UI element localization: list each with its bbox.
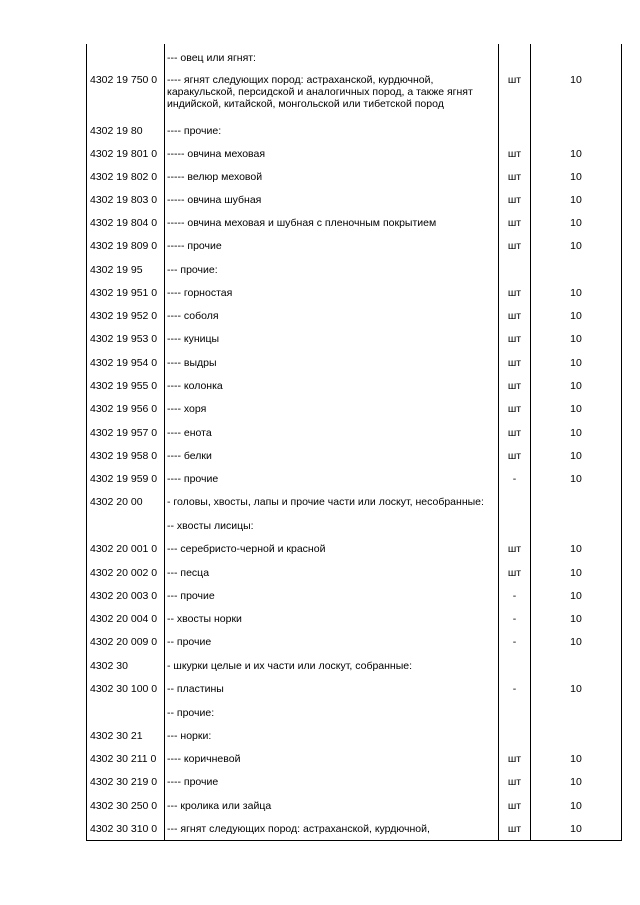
code-cell: 4302 30 219 0 (90, 776, 158, 788)
description-cell: -- хвосты норки (167, 613, 242, 625)
code-cell: 4302 19 955 0 (90, 380, 158, 392)
code-cell: 4302 30 310 0 (90, 823, 158, 835)
rate-cell: 10 (570, 636, 582, 648)
unit-cell: шт (507, 427, 522, 439)
description-cell: ---- колонка (167, 380, 223, 392)
unit-cell: - (512, 683, 517, 695)
description-cell: ---- коричневой (167, 753, 241, 765)
code-cell: 4302 19 750 0 (90, 74, 158, 86)
code-cell: 4302 19 954 0 (90, 357, 158, 369)
rate-cell: 10 (570, 683, 582, 695)
description-cell: --- песца (167, 567, 210, 579)
code-cell: 4302 20 002 0 (90, 567, 158, 579)
rate-cell: 10 (570, 333, 582, 345)
description-cell: --- прочие: (167, 264, 218, 276)
code-cell: 4302 30 211 0 (90, 753, 157, 765)
description-cell: ----- овчина шубная (167, 194, 262, 206)
unit-cell: шт (507, 800, 522, 812)
code-cell: 4302 20 00 (90, 496, 143, 508)
rate-cell: 10 (570, 217, 582, 229)
code-cell: 4302 19 809 0 (90, 240, 158, 252)
unit-cell: шт (507, 357, 522, 369)
description-cell: --- кролика или зайца (167, 800, 272, 812)
rate-cell: 10 (570, 74, 582, 86)
rate-cell: 10 (570, 590, 582, 602)
code-cell: 4302 30 (90, 660, 128, 672)
unit-cell: шт (507, 776, 522, 788)
description-cell: -- хвосты лисицы: (167, 520, 254, 532)
unit-cell: шт (507, 567, 522, 579)
description-cell: -- прочие: (167, 707, 215, 719)
table-border-right (621, 44, 622, 841)
rate-cell: 10 (570, 427, 582, 439)
unit-cell: шт (507, 310, 522, 322)
code-cell: 4302 30 250 0 (90, 800, 158, 812)
unit-cell: шт (507, 823, 522, 835)
unit-cell: - (512, 590, 517, 602)
unit-cell: - (512, 473, 517, 485)
description-cell: ----- овчина меховая (167, 148, 266, 160)
description-cell: ---- соболя (167, 310, 219, 322)
code-cell: 4302 20 003 0 (90, 590, 158, 602)
unit-cell: - (512, 636, 517, 648)
unit-cell: шт (507, 403, 522, 415)
rate-cell: 10 (570, 613, 582, 625)
code-cell: 4302 19 959 0 (90, 473, 158, 485)
rate-cell: 10 (570, 776, 582, 788)
unit-cell: шт (507, 287, 522, 299)
description-cell: ---- горностая (167, 287, 233, 299)
code-cell: 4302 19 958 0 (90, 450, 158, 462)
description-cell: ---- енота (167, 427, 212, 439)
code-cell: 4302 20 009 0 (90, 636, 158, 648)
code-cell: 4302 19 95 (90, 264, 143, 276)
code-cell: 4302 19 957 0 (90, 427, 158, 439)
description-cell: ---- прочие (167, 776, 219, 788)
rate-cell: 10 (570, 823, 582, 835)
rate-cell: 10 (570, 800, 582, 812)
code-cell: 4302 19 953 0 (90, 333, 158, 345)
description-cell: --- серебристо-черной и красной (167, 543, 326, 555)
unit-cell: шт (507, 171, 522, 183)
code-cell: 4302 19 802 0 (90, 171, 158, 183)
unit-cell: шт (507, 148, 522, 160)
description-cell: - головы, хвосты, лапы и прочие части или лоскут, несобранные: (167, 496, 484, 508)
description-cell: ---- куницы (167, 333, 220, 345)
description-cell: -- пластины (167, 683, 224, 695)
unit-cell: шт (507, 74, 522, 86)
unit-cell: шт (507, 380, 522, 392)
rate-cell: 10 (570, 450, 582, 462)
description-cell: ----- велюр меховой (167, 171, 263, 183)
unit-cell: шт (507, 240, 522, 252)
code-cell: 4302 19 801 0 (90, 148, 158, 160)
rate-cell: 10 (570, 753, 582, 765)
rate-cell: 10 (570, 380, 582, 392)
description-cell: ---- прочие: (167, 125, 222, 137)
rate-cell: 10 (570, 357, 582, 369)
code-cell: 4302 19 803 0 (90, 194, 158, 206)
table-border-left (86, 44, 87, 841)
code-cell: 4302 19 804 0 (90, 217, 158, 229)
description-cell: - шкурки целые и их части или лоскут, собранные: (167, 660, 413, 672)
table-divider-unit (530, 44, 531, 841)
description-cell: ---- выдры (167, 357, 217, 369)
unit-cell: шт (507, 753, 522, 765)
code-cell: 4302 19 80 (90, 125, 143, 137)
rate-cell: 10 (570, 240, 582, 252)
rate-cell: 10 (570, 171, 582, 183)
description-cell: ---- прочие (167, 473, 219, 485)
code-cell: 4302 30 100 0 (90, 683, 158, 695)
description-cell: ----- овчина меховая и шубная с пленочным покрытием (167, 217, 437, 229)
description-cell: --- прочие (167, 590, 215, 602)
table-divider-desc (498, 44, 499, 841)
description-cell: --- ягнят следующих пород: астраханской, курдючной, (167, 823, 430, 835)
description-cell: ---- белки (167, 450, 212, 462)
rate-cell: 10 (570, 148, 582, 160)
unit-cell: шт (507, 194, 522, 206)
description-cell: ---- хоря (167, 403, 207, 415)
rate-cell: 10 (570, 403, 582, 415)
unit-cell: шт (507, 333, 522, 345)
unit-cell: шт (507, 217, 522, 229)
table-divider-code (164, 44, 165, 841)
code-cell: 4302 19 956 0 (90, 403, 158, 415)
description-cell: --- овец или ягнят: (167, 52, 256, 64)
description-cell: ---- ягнят следующих пород: астраханской, курдючной, каракульской, персидской и аналогичных пород, а также ягнят индийской, китайской, монгольской или тибетской пород (167, 74, 473, 110)
unit-cell: шт (507, 450, 522, 462)
code-cell: 4302 20 001 0 (90, 543, 158, 555)
rate-cell: 10 (570, 567, 582, 579)
unit-cell: шт (507, 543, 522, 555)
rate-cell: 10 (570, 287, 582, 299)
code-cell: 4302 19 952 0 (90, 310, 158, 322)
description-cell: -- прочие (167, 636, 212, 648)
description-cell: --- норки: (167, 730, 212, 742)
rate-cell: 10 (570, 543, 582, 555)
unit-cell: - (512, 613, 517, 625)
rate-cell: 10 (570, 310, 582, 322)
code-cell: 4302 19 951 0 (90, 287, 158, 299)
rate-cell: 10 (570, 194, 582, 206)
description-cell: ----- прочие (167, 240, 222, 252)
code-cell: 4302 30 21 (90, 730, 143, 742)
table-bottom-border (86, 840, 621, 841)
rate-cell: 10 (570, 473, 582, 485)
code-cell: 4302 20 004 0 (90, 613, 158, 625)
